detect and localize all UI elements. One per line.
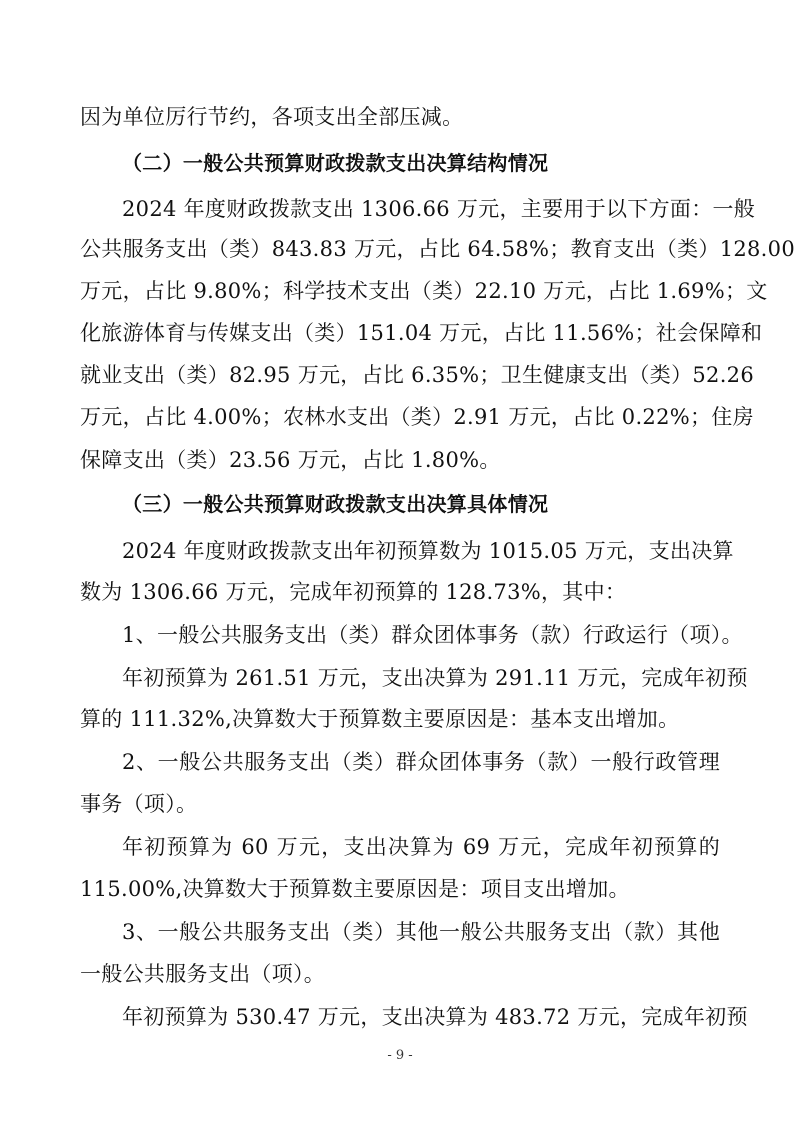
paragraph-line: 因为单位厉行节约，各项支出全部压减。 [80, 105, 464, 129]
item-title: 3、一般公共服务支出（类）其他一般公共服务支出（款）其他 [122, 920, 720, 944]
paragraph-line: 公共服务支出（类）843.83 万元，占比 64.58%；教育支出（类）128.00 [80, 237, 795, 261]
paragraph-line: 年初预算为 261.51 万元，支出决算为 291.11 万元，完成年初预 [122, 666, 748, 690]
item-title: 一般公共服务支出（项）。 [80, 962, 326, 986]
section-heading: （二）一般公共预算财政拨款支出决算结构情况 [122, 151, 549, 175]
section-heading: （三）一般公共预算财政拨款支出决算具体情况 [122, 492, 549, 516]
paragraph-line: 保障支出（类）23.56 万元，占比 1.80%。 [80, 448, 501, 472]
paragraph-line: 2024 年度财政拨款支出 1306.66 万元，主要用于以下方面：一般 [122, 197, 756, 221]
paragraph-line: 万元，占比 9.80%；科学技术支出（类）22.10 万元，占比 1.69%；文 [80, 279, 768, 303]
page-number: - 9 - [387, 1048, 413, 1063]
item-title: 事务（项）。 [80, 792, 198, 816]
item-title: 1、一般公共服务支出（类）群众团体事务（款）行政运行（项）。 [122, 623, 743, 647]
paragraph-line: 万元，占比 4.00%；农林水支出（类）2.91 万元，占比 0.22%；住房 [80, 405, 754, 429]
paragraph-line: 2024 年度财政拨款支出年初预算数为 1015.05 万元，支出决算 [122, 539, 734, 563]
paragraph-line: 115.00%,决算数大于预算数主要原因是：项目支出增加。 [80, 877, 630, 901]
paragraph-line: 年初预算为 60 万元，支出决算为 69 万元，完成年初预算的 [122, 835, 720, 859]
paragraph-line: 化旅游体育与传媒支出（类）151.04 万元，占比 11.56%；社会保障和 [80, 321, 763, 345]
paragraph-line: 年初预算为 530.47 万元，支出决算为 483.72 万元，完成年初预 [122, 1005, 748, 1029]
paragraph-line: 就业支出（类）82.95 万元，占比 6.35%；卫生健康支出（类）52.26 [80, 363, 754, 387]
paragraph-line: 算的 111.32%,决算数大于预算数主要原因是：基本支出增加。 [80, 707, 680, 731]
paragraph-line: 数为 1306.66 万元，完成年初预算的 128.73%，其中： [80, 580, 627, 604]
item-title: 2、一般公共服务支出（类）群众团体事务（款）一般行政管理 [122, 750, 720, 774]
